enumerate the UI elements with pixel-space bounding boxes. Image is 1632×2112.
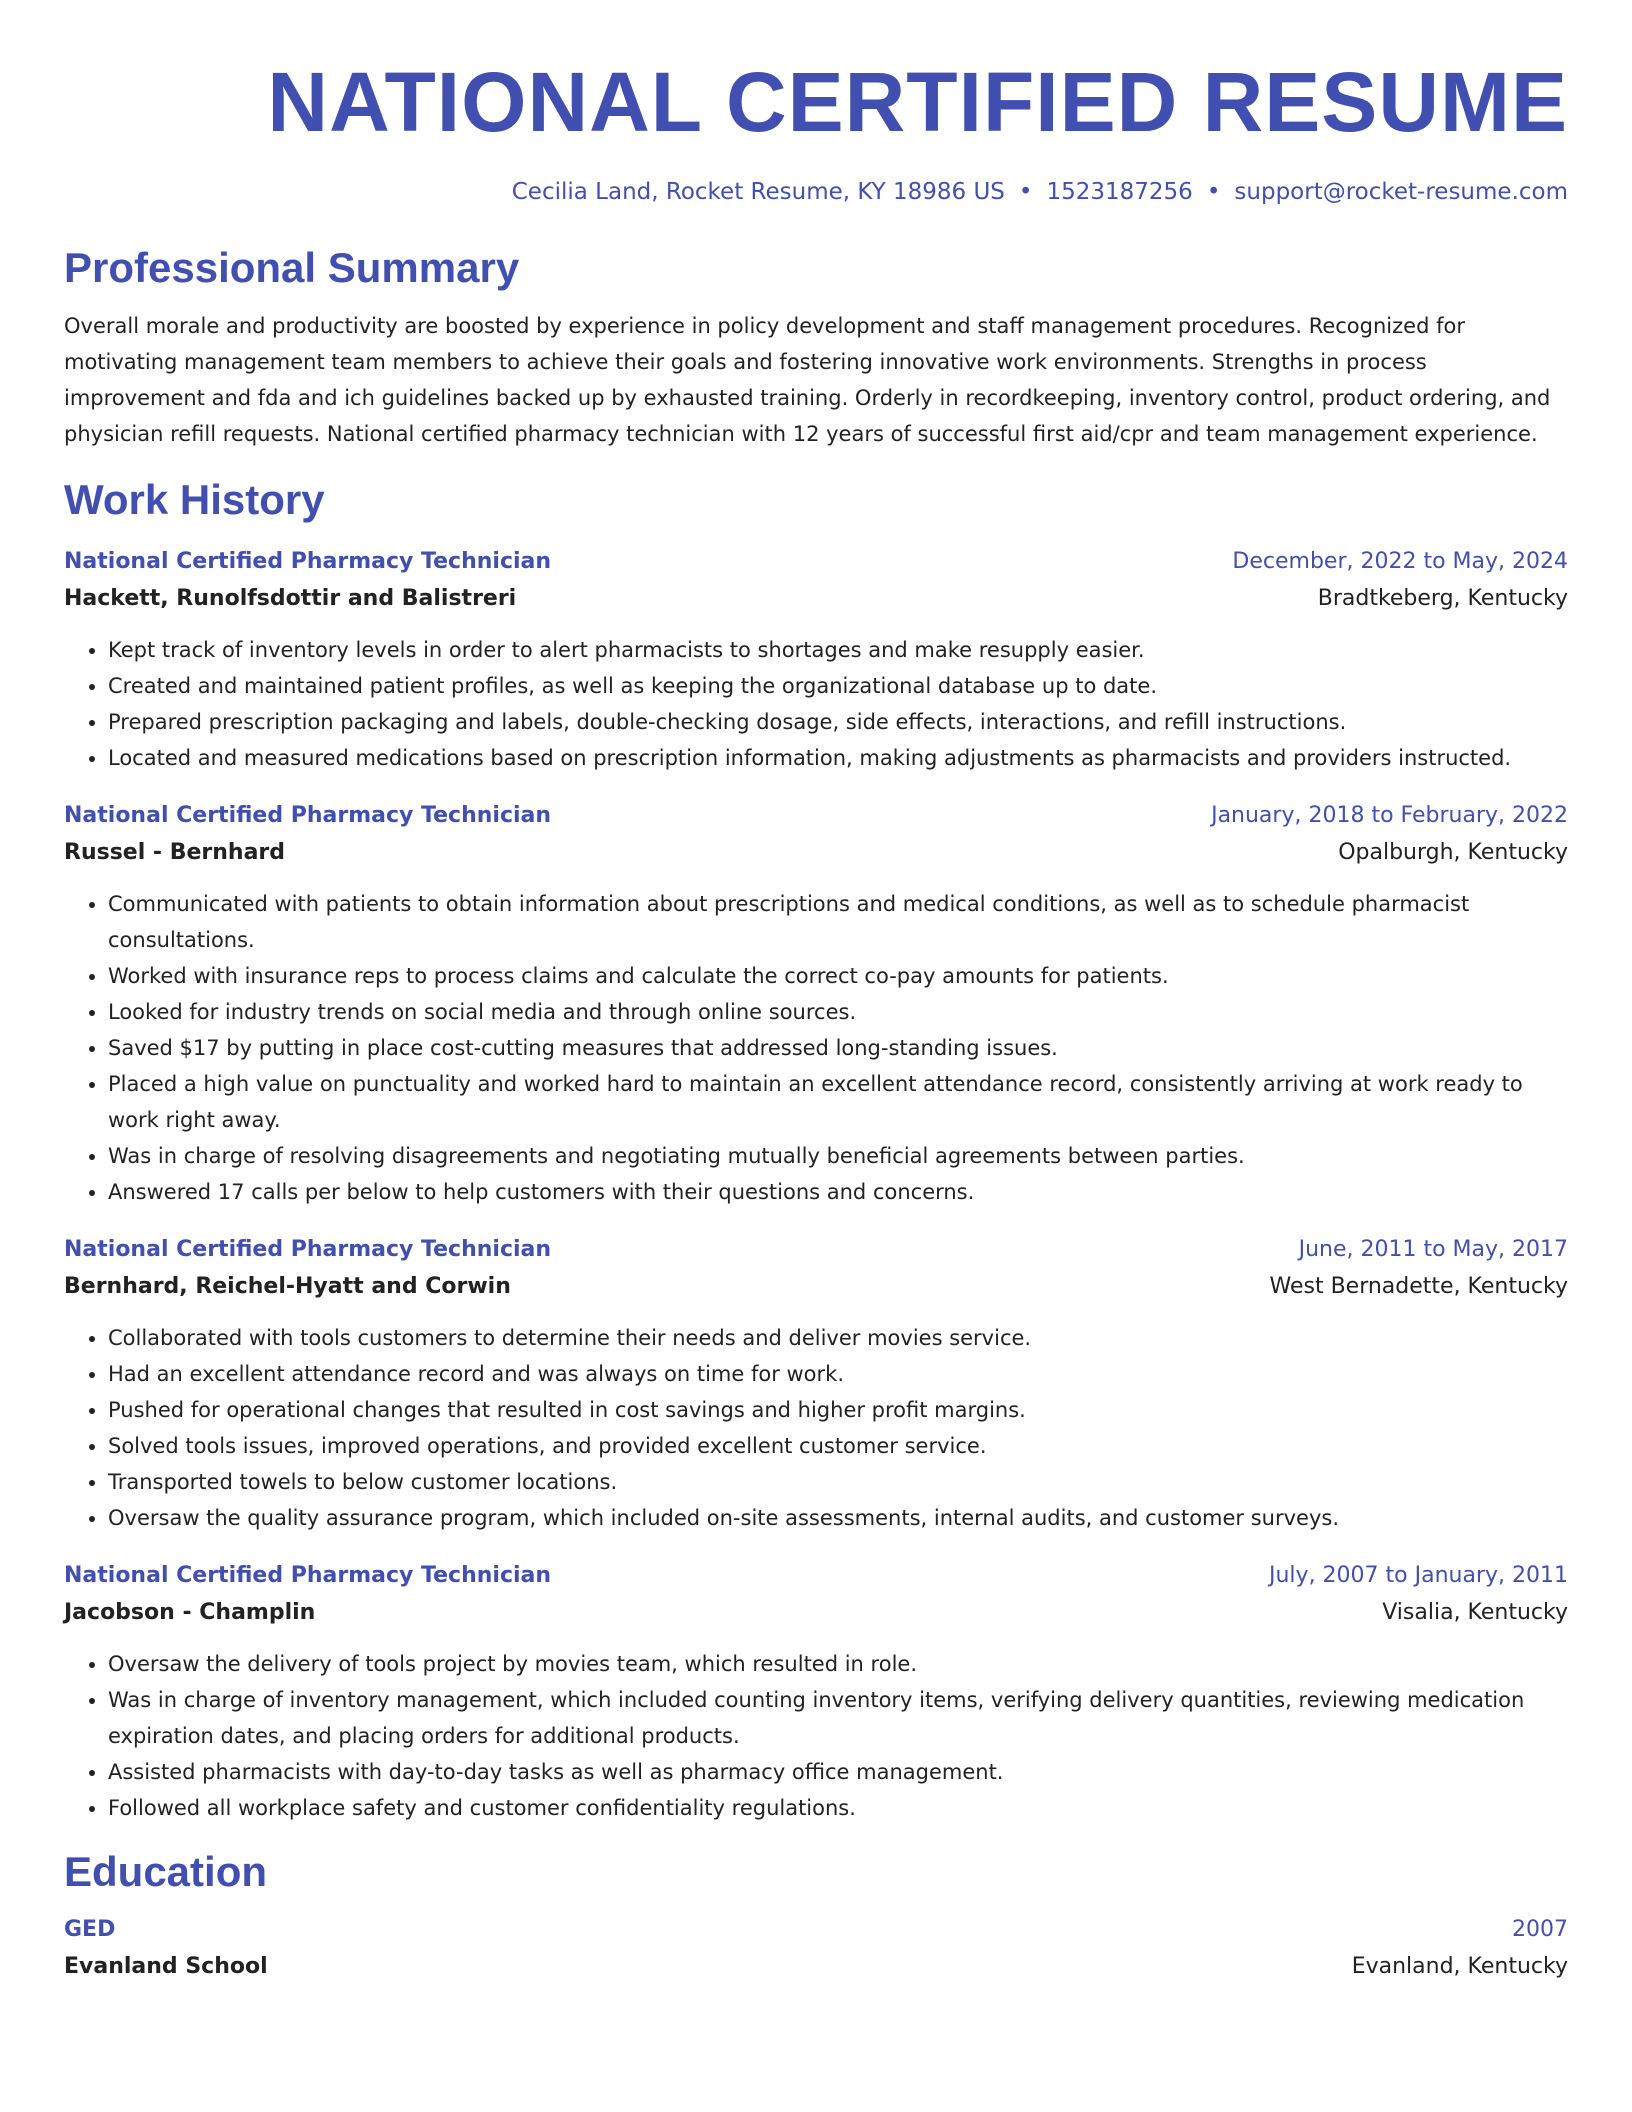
job-entry bbox=[64, 1558, 1568, 1826]
job-bullet: • Pushed for operational changes that resulted in cost savings and higher profit margins. bbox=[108, 1392, 1568, 1428]
job-bullet: • Was in charge of inventory management, which included counting inventory items, verifying delivery quantities, reviewing medication expiration dates, and placing orders for additional products. bbox=[108, 1682, 1568, 1754]
job-bullets bbox=[64, 886, 1568, 1210]
job-location: West Bernadette, Kentucky bbox=[1269, 1274, 1568, 1299]
job-company: Bernhard, Reichel-Hyatt and Corwin bbox=[64, 1274, 511, 1299]
job-bullet: • Was in charge of resolving disagreements and negotiating mutually beneficial agreements between parties. bbox=[108, 1138, 1568, 1174]
job-entry bbox=[64, 798, 1568, 1210]
job-title: National Certified Pharmacy Technician bbox=[64, 549, 552, 574]
contact-separator: • bbox=[1018, 179, 1033, 205]
work-history-list bbox=[64, 544, 1568, 1826]
job-dates: July, 2007 to January, 2011 bbox=[1269, 1563, 1568, 1588]
job-bullet: • Answered 17 calls per below to help customers with their questions and concerns. bbox=[108, 1174, 1568, 1210]
job-bullet: • Prepared prescription packaging and labels, double-checking dosage, side effects, interactions, and refill instructions. bbox=[108, 704, 1568, 740]
job-bullets bbox=[64, 632, 1568, 776]
resume-header bbox=[64, 52, 1568, 208]
job-bullets bbox=[64, 1646, 1568, 1826]
job-bullet: • Oversaw the delivery of tools project by movies team, which resulted in role. bbox=[108, 1646, 1568, 1682]
job-bullets bbox=[64, 1320, 1568, 1536]
job-bullet: • Oversaw the quality assurance program, which included on-site assessments, internal audits, and customer surveys. bbox=[108, 1500, 1568, 1536]
education-heading: Education bbox=[64, 1848, 268, 1895]
job-dates: June, 2011 to May, 2017 bbox=[1298, 1237, 1568, 1262]
job-bullet: • Saved $17 by putting in place cost-cutting measures that addressed long-standing issues. bbox=[108, 1030, 1568, 1066]
job-location: Bradtkeberg, Kentucky bbox=[1317, 586, 1568, 611]
job-bullet: • Kept track of inventory levels in order to alert pharmacists to shortages and make resupply easier. bbox=[108, 632, 1568, 668]
job-dates: December, 2022 to May, 2024 bbox=[1232, 549, 1568, 574]
job-bullet: • Solved tools issues, improved operations, and provided excellent customer service. bbox=[108, 1428, 1568, 1464]
job-location: Visalia, Kentucky bbox=[1382, 1600, 1568, 1625]
work-history-heading: Work History bbox=[64, 476, 325, 523]
contact-line bbox=[64, 176, 1568, 208]
contact-separator: • bbox=[1206, 179, 1221, 205]
contact-address: Cecilia Land, Rocket Resume, KY 18986 US bbox=[511, 179, 1005, 205]
job-dates: January, 2018 to February, 2022 bbox=[1211, 803, 1568, 828]
job-bullet: • Had an excellent attendance record and was always on time for work. bbox=[108, 1356, 1568, 1392]
summary-heading: Professional Summary bbox=[64, 244, 520, 291]
job-company: Russel - Bernhard bbox=[64, 840, 286, 865]
job-bullet: • Worked with insurance reps to process claims and calculate the correct co-pay amounts for patients. bbox=[108, 958, 1568, 994]
job-entry bbox=[64, 1232, 1568, 1536]
job-bullet: • Created and maintained patient profiles, as well as keeping the organizational database up to date. bbox=[108, 668, 1568, 704]
education-degree: GED bbox=[64, 1917, 116, 1942]
job-company: Jacobson - Champlin bbox=[64, 1600, 316, 1625]
job-bullet: • Communicated with patients to obtain information about prescriptions and medical conditions, as well as to schedule pharmacist consultations. bbox=[108, 886, 1568, 958]
job-title: National Certified Pharmacy Technician bbox=[64, 1237, 552, 1262]
job-entry bbox=[64, 544, 1568, 776]
contact-email: support@rocket-resume.com bbox=[1234, 179, 1568, 205]
job-company: Hackett, Runolfsdottir and Balistreri bbox=[64, 586, 517, 611]
job-bullet: • Collaborated with tools customers to determine their needs and deliver movies service. bbox=[108, 1320, 1568, 1356]
job-bullet: • Assisted pharmacists with day-to-day tasks as well as pharmacy office management. bbox=[108, 1754, 1568, 1790]
education-location: Evanland, Kentucky bbox=[1351, 1954, 1568, 1979]
job-title: National Certified Pharmacy Technician bbox=[64, 803, 552, 828]
job-title: National Certified Pharmacy Technician bbox=[64, 1563, 552, 1588]
resume-name: NATIONAL CERTIFIED RESUME bbox=[267, 55, 1568, 149]
education-entry bbox=[64, 1912, 1568, 1986]
job-bullet: • Located and measured medications based on prescription information, making adjustments as pharmacists and providers instructed. bbox=[108, 740, 1568, 776]
education-year: 2007 bbox=[1512, 1917, 1568, 1942]
job-bullet: • Placed a high value on punctuality and worked hard to maintain an excellent attendance record, consistently arriving at work ready to work right away. bbox=[108, 1066, 1568, 1138]
job-bullet: • Followed all workplace safety and customer confidentiality regulations. bbox=[108, 1790, 1568, 1826]
contact-phone: 1523187256 bbox=[1046, 179, 1193, 205]
summary-text: Overall morale and productivity are boosted by experience in policy development and staff management procedures. Recognized for motivating management team members to achieve their goals and fostering innovative work environments. Strengths in process improvement and fda and ich guidelines backed up by exhausted training. Orderly in recordkeeping, inventory control, product ordering, and physician refill requests. National certified pharmacy technician with 12 years of successful first aid/cpr and team management experience. bbox=[64, 314, 1551, 446]
job-bullet: • Transported towels to below customer locations. bbox=[108, 1464, 1568, 1500]
job-location: Opalburgh, Kentucky bbox=[1338, 840, 1568, 865]
job-bullet: • Looked for industry trends on social media and through online sources. bbox=[108, 994, 1568, 1030]
education-school: Evanland School bbox=[64, 1954, 268, 1979]
